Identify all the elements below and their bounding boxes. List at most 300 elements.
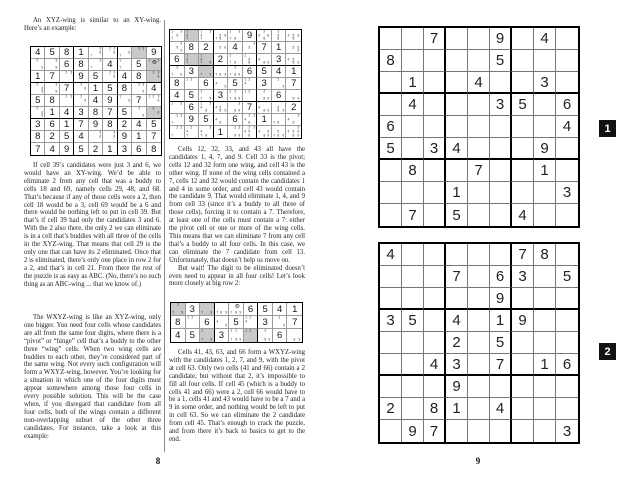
sudoku-cell	[31, 95, 45, 107]
sudoku-cell	[468, 28, 490, 50]
given-digit: 1	[452, 184, 461, 201]
sudoku-cell	[229, 316, 244, 329]
sudoku-cell	[185, 114, 200, 126]
sudoku-cell	[214, 30, 232, 42]
given-digit: 4	[474, 73, 483, 91]
candidate-digit: 2	[190, 126, 193, 130]
candidate-digit: 6	[99, 134, 101, 139]
sudoku-cell	[31, 71, 45, 83]
sudoku-cell	[147, 143, 161, 155]
given-digit: 4	[452, 139, 461, 157]
sudoku-cell	[490, 72, 512, 94]
sudoku-cell	[286, 42, 301, 54]
candidate-digit: 5	[219, 45, 222, 50]
sudoku-cell	[424, 354, 446, 376]
sudoku-cell	[424, 94, 446, 116]
sudoku-cell	[199, 42, 214, 54]
candidate-digit: 1	[244, 90, 246, 94]
sudoku-cell	[512, 116, 534, 138]
candidate-digit: 9	[238, 97, 241, 101]
given-digit: 8	[540, 246, 549, 263]
candidate-digit: 9	[283, 324, 286, 328]
sudoku-cell	[380, 310, 402, 332]
sudoku-cell	[490, 398, 512, 420]
candidate-digit: 8	[219, 37, 222, 41]
sudoku-cell	[272, 126, 287, 138]
sudoku-cell	[243, 42, 258, 54]
candidate-digit: 6	[41, 110, 44, 115]
sudoku-cell	[490, 50, 512, 72]
candidate-digit: 5	[277, 105, 280, 110]
given-digit: 1	[292, 303, 298, 315]
candidate-digit: 9	[224, 109, 226, 113]
sudoku-cell	[199, 66, 214, 78]
sudoku-cell	[446, 94, 468, 116]
sudoku-cell	[490, 288, 512, 310]
sudoku-cell	[424, 50, 446, 72]
sudoku-cell	[468, 50, 490, 72]
sudoku-cell	[89, 119, 103, 131]
candidate-digit: 9	[239, 311, 242, 315]
candidate-digit: 9	[41, 90, 44, 94]
candidate-digit: 2	[263, 90, 265, 94]
sudoku-cell	[402, 138, 424, 160]
sudoku-cell	[60, 95, 74, 107]
candidate-digit: 6	[127, 50, 130, 55]
sudoku-cell	[147, 47, 161, 59]
given-digit: 8	[174, 78, 180, 89]
candidate-digit: 9	[238, 134, 241, 138]
sudoku-cell	[132, 143, 146, 155]
given-digit: 5	[232, 78, 238, 89]
candidate-digit: 7	[214, 73, 217, 77]
sudoku-cell	[446, 138, 468, 160]
sudoku-cell	[60, 107, 74, 119]
sudoku-cell	[258, 316, 273, 329]
sudoku-cell	[534, 116, 556, 138]
sudoku-cell	[31, 107, 45, 119]
sudoku-cell	[380, 288, 402, 310]
given-digit: 1	[49, 107, 55, 118]
candidate-digit: 8	[219, 73, 222, 77]
given-digit: 5	[203, 114, 209, 125]
candidate-digit: 8	[292, 97, 295, 101]
candidate-digit: 7	[200, 61, 203, 65]
sudoku-cell	[534, 204, 556, 226]
candidate-digit: 7	[229, 37, 232, 41]
given-digit: 8	[78, 59, 84, 70]
sudoku-cell	[228, 102, 243, 114]
candidate-digit: 7	[171, 37, 174, 41]
candidate-digit: 9	[297, 134, 300, 138]
sudoku-cell	[490, 266, 512, 288]
sudoku-cell	[273, 303, 288, 316]
sudoku-cell	[534, 72, 556, 94]
sudoku-cell	[272, 114, 287, 126]
given-digit: 6	[49, 119, 55, 130]
candidate-digit: 7	[185, 61, 188, 65]
candidate-digit: 5	[175, 45, 178, 50]
candidate-digit: 2	[236, 304, 238, 308]
candidate-digit: 3	[238, 102, 241, 106]
given-digit: 8	[188, 42, 194, 53]
sudoku-cell	[468, 204, 490, 226]
sudoku-cell	[380, 266, 402, 288]
sudoku-cell	[185, 54, 203, 66]
sudoku-cell	[45, 71, 59, 83]
sudoku-cell	[468, 420, 490, 442]
given-digit: 4	[276, 66, 282, 77]
given-digit: 7	[151, 131, 157, 142]
sudoku-cell	[402, 420, 424, 442]
candidate-digit: 7	[273, 121, 276, 125]
sudoku-cell	[200, 329, 215, 342]
sudoku-cell	[424, 288, 446, 310]
candidate-digit: 8	[248, 134, 251, 138]
sudoku-cell	[556, 28, 578, 50]
sudoku-cell	[402, 354, 424, 376]
candidate-digit: 2	[234, 90, 236, 94]
sudoku-cell	[103, 107, 117, 119]
candidate-digit: 8	[292, 61, 295, 65]
given-digit: 7	[495, 355, 505, 373]
sudoku-cell	[199, 54, 214, 66]
candidate-digit: 9	[209, 97, 212, 101]
sudoku-cell	[199, 114, 214, 126]
given-digit: 6	[495, 268, 505, 285]
given-digit: 4	[121, 71, 128, 82]
sudoku-cell	[468, 182, 490, 204]
intro-paragraph	[24, 17, 161, 33]
page-number-left: 8	[155, 456, 161, 466]
sudoku-cell	[170, 42, 185, 54]
candidate-digit: 4	[258, 57, 261, 62]
candidate-digit: 5	[248, 130, 251, 134]
given-digit: 5	[495, 52, 505, 69]
sudoku-cell	[446, 204, 468, 226]
sudoku-cell	[118, 83, 132, 95]
candidate-digit: 2	[248, 126, 251, 130]
sudoku-cell	[446, 420, 468, 442]
sudoku-cell	[45, 131, 59, 143]
given-digit: 6	[188, 102, 194, 113]
sudoku-cell	[556, 244, 578, 266]
sudoku-cell	[534, 332, 556, 354]
given-digit: 3	[217, 90, 224, 101]
candidate-digit: 3	[113, 131, 116, 135]
sudoku-cell	[200, 316, 215, 329]
candidate-digit: 5	[292, 33, 295, 38]
candidate-digit: 4	[244, 117, 246, 122]
sudoku-cell	[287, 303, 302, 316]
candidate-digit: 1	[185, 54, 188, 58]
sudoku-cell	[170, 90, 185, 102]
given-digit: 8	[408, 162, 417, 179]
candidate-digit: 2	[36, 59, 39, 63]
candidate-digit: 9	[282, 134, 285, 138]
given-digit: 8	[386, 52, 395, 69]
sudoku-cell	[556, 94, 578, 116]
given-digit: 6	[174, 54, 180, 65]
candidate-digit: 3	[157, 95, 160, 99]
sudoku-cell	[60, 71, 74, 83]
sudoku-cell	[257, 42, 272, 54]
sudoku-cell	[512, 182, 534, 204]
sudoku-cell	[512, 420, 534, 442]
candidate-digit: 2	[36, 83, 39, 87]
sudoku-cell	[103, 95, 117, 107]
sudoku-cell	[118, 95, 132, 107]
candidate-digit: 8	[248, 61, 251, 65]
given-digit: 3	[562, 422, 572, 440]
puzzle-grid-2	[378, 242, 580, 444]
sudoku-cell	[186, 303, 204, 316]
sudoku-cell	[534, 420, 556, 442]
sudoku-cell	[199, 78, 214, 90]
sudoku-cell	[31, 47, 45, 59]
given-digit: 9	[246, 30, 253, 41]
sudoku-cell	[424, 28, 446, 50]
sudoku-cell	[402, 266, 424, 288]
given-digit: 4	[78, 131, 84, 142]
given-digit: 5	[189, 330, 195, 341]
candidate-digit: 8	[234, 61, 236, 65]
given-digit: 2	[386, 400, 395, 417]
given-digit: 2	[92, 143, 99, 155]
candidate-digit: 9	[225, 311, 227, 315]
candidate-digit: 3	[297, 114, 300, 118]
sudoku-cell	[490, 116, 512, 138]
candidate-digit: 7	[215, 311, 218, 315]
given-digit: 8	[92, 107, 99, 118]
sudoku-cell	[380, 332, 402, 354]
sudoku-cell	[380, 204, 402, 226]
sudoku-cell	[229, 303, 244, 316]
candidate-digit: 4	[200, 130, 203, 134]
sudoku-cell	[103, 71, 117, 83]
candidate-digit: 6	[297, 33, 300, 38]
candidate-digit: 7	[214, 37, 217, 41]
candidate-digit: 6	[113, 74, 116, 79]
sudoku-cell	[490, 376, 512, 398]
candidate-digit: 3	[209, 126, 212, 130]
given-digit: 7	[246, 102, 253, 113]
candidate-digit: 7	[229, 73, 232, 77]
sudoku-cell	[31, 143, 45, 155]
candidate-digit: 3	[180, 114, 183, 118]
puzzle-number-tab-1: 1	[599, 120, 616, 137]
given-digit: 7	[49, 71, 55, 82]
candidate-digit: 8	[293, 338, 296, 342]
candidate-digit: 2	[80, 95, 82, 99]
sudoku-cell	[490, 160, 512, 182]
candidate-digit: 7	[90, 66, 92, 70]
sudoku-cell	[170, 114, 185, 126]
sudoku-cell	[402, 244, 424, 266]
candidate-digit: 7	[201, 338, 204, 342]
candidate-digit: 7	[118, 54, 121, 58]
sudoku-cell	[534, 50, 556, 72]
candidate-digit: 5	[292, 57, 295, 62]
given-digit: 4	[151, 83, 157, 94]
candidate-digit: 9	[267, 134, 270, 138]
sudoku-cell	[118, 143, 132, 155]
candidate-digit: 9	[225, 324, 227, 328]
sudoku-cell	[89, 83, 103, 95]
candidate-digit: 9	[55, 66, 58, 70]
sudoku-cell	[534, 310, 556, 332]
given-digit: 7	[429, 30, 439, 47]
sudoku-cell	[380, 72, 402, 94]
candidate-digit: 2	[234, 66, 236, 70]
sudoku-cell	[272, 42, 287, 54]
sudoku-cell	[147, 119, 161, 131]
sudoku-cell	[490, 310, 512, 332]
wxyz-wing-paragraph	[24, 314, 161, 441]
candidate-digit: 1	[200, 54, 203, 58]
candidate-digit: 2	[191, 316, 194, 320]
given-digit: 7	[518, 246, 527, 263]
given-digit: 4	[175, 330, 181, 341]
sudoku-cell	[243, 78, 258, 90]
candidate-digit: 1	[118, 59, 121, 63]
candidate-digit: 3	[297, 126, 300, 130]
sudoku-cell	[228, 42, 243, 54]
sudoku-cell	[446, 354, 468, 376]
puzzle-grid-1	[378, 26, 580, 228]
sudoku-cell	[446, 266, 468, 288]
candidate-digit: 6	[84, 98, 87, 103]
sudoku-cell	[424, 204, 446, 226]
sudoku-cell	[45, 47, 59, 59]
sudoku-cell	[228, 126, 243, 138]
sudoku-cell	[228, 90, 243, 102]
sudoku-cell	[556, 72, 578, 94]
sudoku-cell	[424, 160, 446, 182]
sudoku-cell	[490, 28, 512, 50]
given-digit: 4	[518, 206, 527, 224]
candidate-digit: 1	[229, 90, 232, 94]
candidate-digit: 3	[180, 126, 183, 130]
candidate-digit: 6	[41, 86, 44, 91]
sudoku-cell	[31, 59, 45, 71]
sudoku-cell	[258, 329, 273, 342]
sudoku-cell	[257, 66, 272, 78]
sudoku-cell	[512, 398, 534, 420]
sudoku-cell	[186, 316, 201, 329]
sudoku-cell	[118, 59, 132, 71]
candidate-digit: 2	[137, 47, 140, 51]
given-digit: 8	[151, 143, 157, 155]
sudoku-cell	[74, 143, 88, 155]
xyz-wing-paragraph	[24, 162, 161, 289]
sudoku-cell	[60, 59, 74, 71]
given-digit: 5	[49, 47, 55, 58]
sudoku-cell	[468, 288, 490, 310]
given-digit: 5	[408, 312, 417, 329]
sudoku-cell	[170, 102, 185, 114]
sudoku-cell	[243, 114, 258, 126]
candidate-digit: 2	[190, 78, 193, 82]
sudoku-cell	[74, 83, 88, 95]
candidate-digit: 1	[229, 30, 232, 34]
sudoku-cell	[199, 126, 214, 138]
sudoku-cell	[534, 28, 556, 50]
given-digit: 5	[188, 90, 194, 101]
candidate-digit: 8	[220, 311, 223, 315]
sudoku-cell	[287, 329, 302, 342]
candidate-digit: 6	[297, 130, 300, 134]
sudoku-cell	[402, 116, 424, 138]
given-digit: 3	[262, 316, 268, 328]
candidate-digit: 7	[200, 37, 203, 41]
candidate-digit: 1	[186, 316, 189, 320]
given-digit: 5	[151, 119, 157, 130]
sudoku-cell	[74, 47, 88, 59]
given-digit: 1	[63, 119, 70, 130]
candidate-digit: 4	[185, 130, 188, 134]
sudoku-cell	[468, 116, 490, 138]
candidate-digit: 1	[148, 59, 150, 63]
candidate-digit: 2	[153, 60, 156, 64]
sudoku-cell	[200, 303, 215, 316]
given-digit: 5	[452, 206, 461, 224]
sudoku-cell	[272, 54, 287, 66]
sudoku-cell	[60, 119, 74, 131]
sudoku-cell	[257, 30, 272, 42]
candidate-digit: 9	[209, 73, 212, 77]
candidate-digit: 2	[152, 95, 155, 99]
sudoku-cell	[132, 131, 146, 143]
sudoku-cell	[380, 50, 402, 72]
given-digit: 4	[107, 59, 113, 70]
sudoku-cell	[118, 107, 132, 119]
sudoku-cell	[468, 398, 490, 420]
candidate-digit: 7	[171, 121, 174, 125]
sudoku-cell	[214, 42, 229, 54]
candidate-digit: 9	[297, 97, 300, 101]
given-digit: 4	[452, 312, 461, 329]
candidate-digit: 7	[229, 97, 232, 101]
candidate-digit: 9	[180, 49, 183, 53]
sudoku-cell	[89, 59, 103, 71]
given-digit: 1	[540, 162, 549, 179]
candidate-digit: 3	[253, 114, 255, 118]
sudoku-cell	[446, 160, 468, 182]
given-digit: 8	[429, 400, 439, 417]
sudoku-cell	[147, 131, 161, 143]
candidate-digit: 7	[230, 338, 233, 342]
sudoku-cell	[257, 78, 272, 90]
candidate-digit: 7	[185, 37, 188, 41]
candidate-digit: 2	[137, 107, 140, 111]
sudoku-cell	[132, 119, 146, 131]
sudoku-cell	[534, 138, 556, 160]
wxyz-conclusion-text: Cells 41, 43, 63, and 66 form a WXYZ-wing with the candidates 1, 2, 7, and 9, with the pivot at cell 63. Only two cells (41 and 66) contain a 2 candidate, but without that 2, it’s impossible to fill all four cells. If cell 45 (which is a buddy to cells 41 and 66) were a 2, cell 66 would have to be a 1, cells 41 and 43 would have to be a 7 and a 9 in some order, and nothing would be left to put in cell 63. So we can eliminate the 2 candidate from cell 45. That’s enough to crack the puzzle, and from there it’s back to basics to get to the end.	[169, 349, 305, 443]
sudoku-cell	[556, 182, 578, 204]
sudoku-cell	[446, 116, 468, 138]
sudoku-cell	[31, 119, 45, 131]
sudoku-cell	[380, 160, 402, 182]
sudoku-cell	[424, 182, 446, 204]
given-digit: 5	[495, 334, 505, 351]
candidate-digit: 1	[229, 54, 232, 58]
sudoku-cell	[185, 42, 200, 54]
given-digit: 9	[495, 30, 505, 47]
sudoku-cell	[258, 303, 273, 316]
sudoku-cell	[170, 66, 185, 78]
candidate-digit: 7	[185, 134, 188, 138]
